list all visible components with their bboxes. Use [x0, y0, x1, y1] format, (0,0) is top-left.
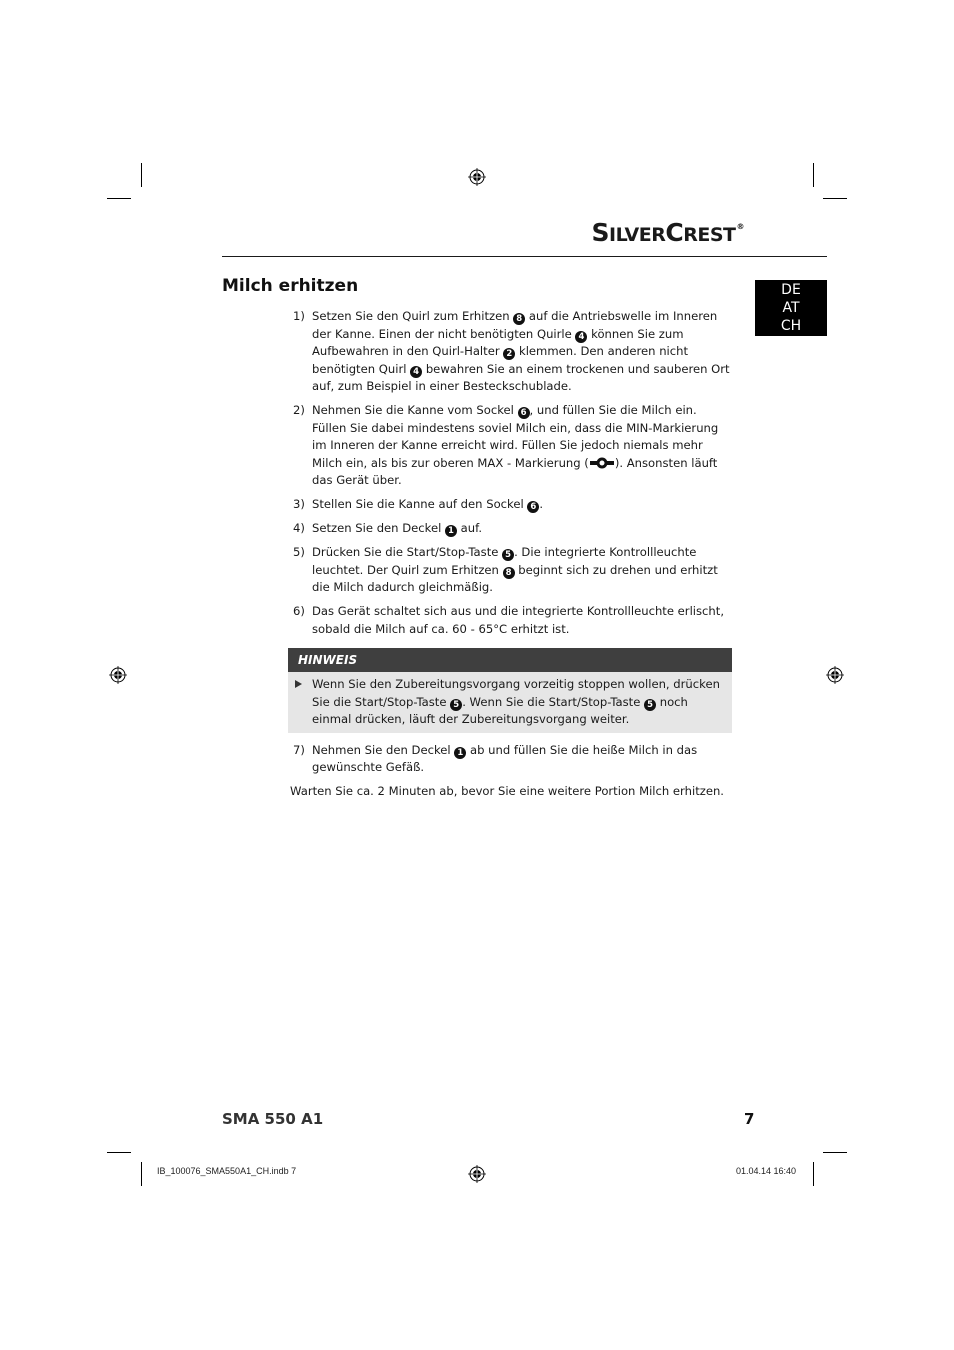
instruction-body: [290, 308, 734, 801]
part-number-badge: 4: [575, 331, 587, 343]
text-run: Drücken Sie die Start/Stop-Taste: [312, 545, 503, 559]
text-run: Das Gerät schaltet sich aus und die integrierte Kontrollleuchte erlischt, sobald die Milch auf ca. 60 - 65°C erhitzt ist.: [312, 604, 725, 636]
instruction-step: [290, 496, 734, 514]
step-number: 7): [293, 742, 305, 757]
step-number: 5): [293, 545, 305, 559]
part-number-badge: 5: [644, 699, 656, 711]
step-7: [290, 742, 734, 777]
text-run: , und füllen Sie die Milch ein. Füllen Sie dabei mindestens soviel Milch ein, dass die MIN-Markierung im Inneren der Kanne erreicht wird. Füllen Sie jedoch niemals mehr Milch ein, als bis zur oberen MAX - Markierung (: [312, 403, 719, 470]
brand-letter: S: [591, 218, 609, 247]
registration-mark-icon: [468, 168, 486, 186]
text-run: beginnt sich zu drehen und erhitzt die Milch dadurch gleichmäßig.: [312, 562, 718, 594]
instruction-step: [290, 520, 734, 538]
registration-mark-icon: [468, 1165, 486, 1183]
instruction-step: [290, 544, 734, 597]
registration-mark-icon: [826, 666, 844, 684]
text-run: klemmen. Den anderen nicht benötigten Quirl: [312, 344, 689, 376]
header-rule: [222, 256, 827, 257]
slug-file: IB_100076_SMA550A1_CH.indb 7: [157, 1166, 297, 1176]
part-number-badge: 1: [454, 747, 466, 759]
part-number-badge: 6: [518, 407, 530, 419]
section-title: Milch erhitzen: [222, 276, 359, 296]
text-run: ab und füllen Sie die heiße Milch in das gewünschte Gefäß.: [312, 742, 698, 774]
lang-code: AT: [782, 300, 800, 316]
step-number: 2): [293, 403, 305, 417]
registration-mark-icon: [109, 666, 127, 684]
crop-mark: [141, 163, 142, 187]
step-number: 6): [293, 604, 305, 618]
step-number: 4): [293, 521, 305, 535]
lang-code: DE: [781, 282, 801, 298]
language-tab: [755, 280, 827, 336]
brand-logo: [591, 218, 744, 247]
text-run: Nehmen Sie den Deckel: [312, 742, 455, 757]
text-run: auf.: [457, 521, 483, 535]
page-number: 7: [744, 1110, 755, 1128]
text-run: . Die integrierte Kontrollleuchte leuchtet. Der Quirl zum Erhitzen: [312, 545, 697, 577]
lang-code: CH: [780, 318, 802, 334]
crop-mark: [813, 163, 814, 187]
crop-mark: [107, 198, 131, 199]
crop-mark: [823, 1152, 847, 1153]
slug-date: 01.04.14 16:40: [736, 1166, 797, 1176]
text-run: .: [539, 497, 544, 511]
text-run: noch einmal drücken, läuft der Zubereitungsvorgang weiter.: [312, 694, 688, 726]
crop-mark: [813, 1162, 814, 1186]
brand-smallcaps: ILVER: [609, 224, 666, 246]
brand-letter: C: [665, 218, 684, 247]
text-run: Stellen Sie die Kanne auf den Sockel: [312, 497, 528, 511]
crop-mark: [823, 198, 847, 199]
text-run: . Wenn Sie die Start/Stop-Taste: [462, 694, 645, 709]
max-marking-icon: [589, 457, 615, 469]
part-number-badge: 5: [502, 549, 514, 561]
instruction-step: [290, 603, 734, 638]
model-number: SMA 550 A1: [222, 1110, 324, 1128]
crop-mark: [107, 1152, 131, 1153]
steps-list: [290, 308, 734, 638]
crop-mark: [141, 1162, 142, 1186]
text-run: Nehmen Sie die Kanne vom Sockel: [312, 403, 518, 417]
text-run: Wenn Sie den Zubereitungsvorgang vorzeitig stoppen wollen, drücken Sie die Start/Stop-Taste: [312, 677, 720, 709]
instruction-step: [290, 742, 734, 777]
part-number-badge: 8: [513, 313, 525, 325]
text-run: Setzen Sie den Deckel: [312, 521, 445, 535]
part-number-badge: 2: [503, 348, 515, 360]
registered-mark: ®: [736, 222, 744, 231]
note-heading: HINWEIS: [288, 648, 732, 672]
part-number-badge: 8: [503, 567, 515, 579]
part-number-badge: 4: [410, 366, 422, 378]
note-box: [288, 672, 732, 733]
text-run: bewahren Sie an einem trockenen und sauberen Ort auf, zum Beispiel in einer Besteckschublade.: [312, 361, 730, 393]
step-number: 1): [293, 309, 305, 323]
arrow-bullet-icon: [295, 680, 302, 688]
brand-smallcaps: REST: [683, 224, 736, 246]
closing-text: Warten Sie ca. 2 Minuten ab, bevor Sie eine weitere Portion Milch erhitzen.: [290, 784, 724, 798]
part-number-badge: 1: [445, 525, 457, 537]
text-run: Setzen Sie den Quirl zum Erhitzen: [312, 309, 514, 323]
text-run: können Sie zum Aufbewahren in den Quirl-Halter: [312, 326, 684, 358]
text-run: ). Ansonsten läuft das Gerät über.: [312, 455, 718, 487]
text-run: auf die Antriebswelle im Inneren der Kanne. Einen der nicht benötigten Quirle: [312, 309, 718, 341]
step-number: 3): [293, 497, 305, 511]
instruction-step: [290, 402, 734, 490]
part-number-badge: 5: [450, 699, 462, 711]
instruction-step: [290, 308, 734, 396]
part-number-badge: 6: [527, 501, 539, 513]
note-text: [312, 677, 720, 726]
